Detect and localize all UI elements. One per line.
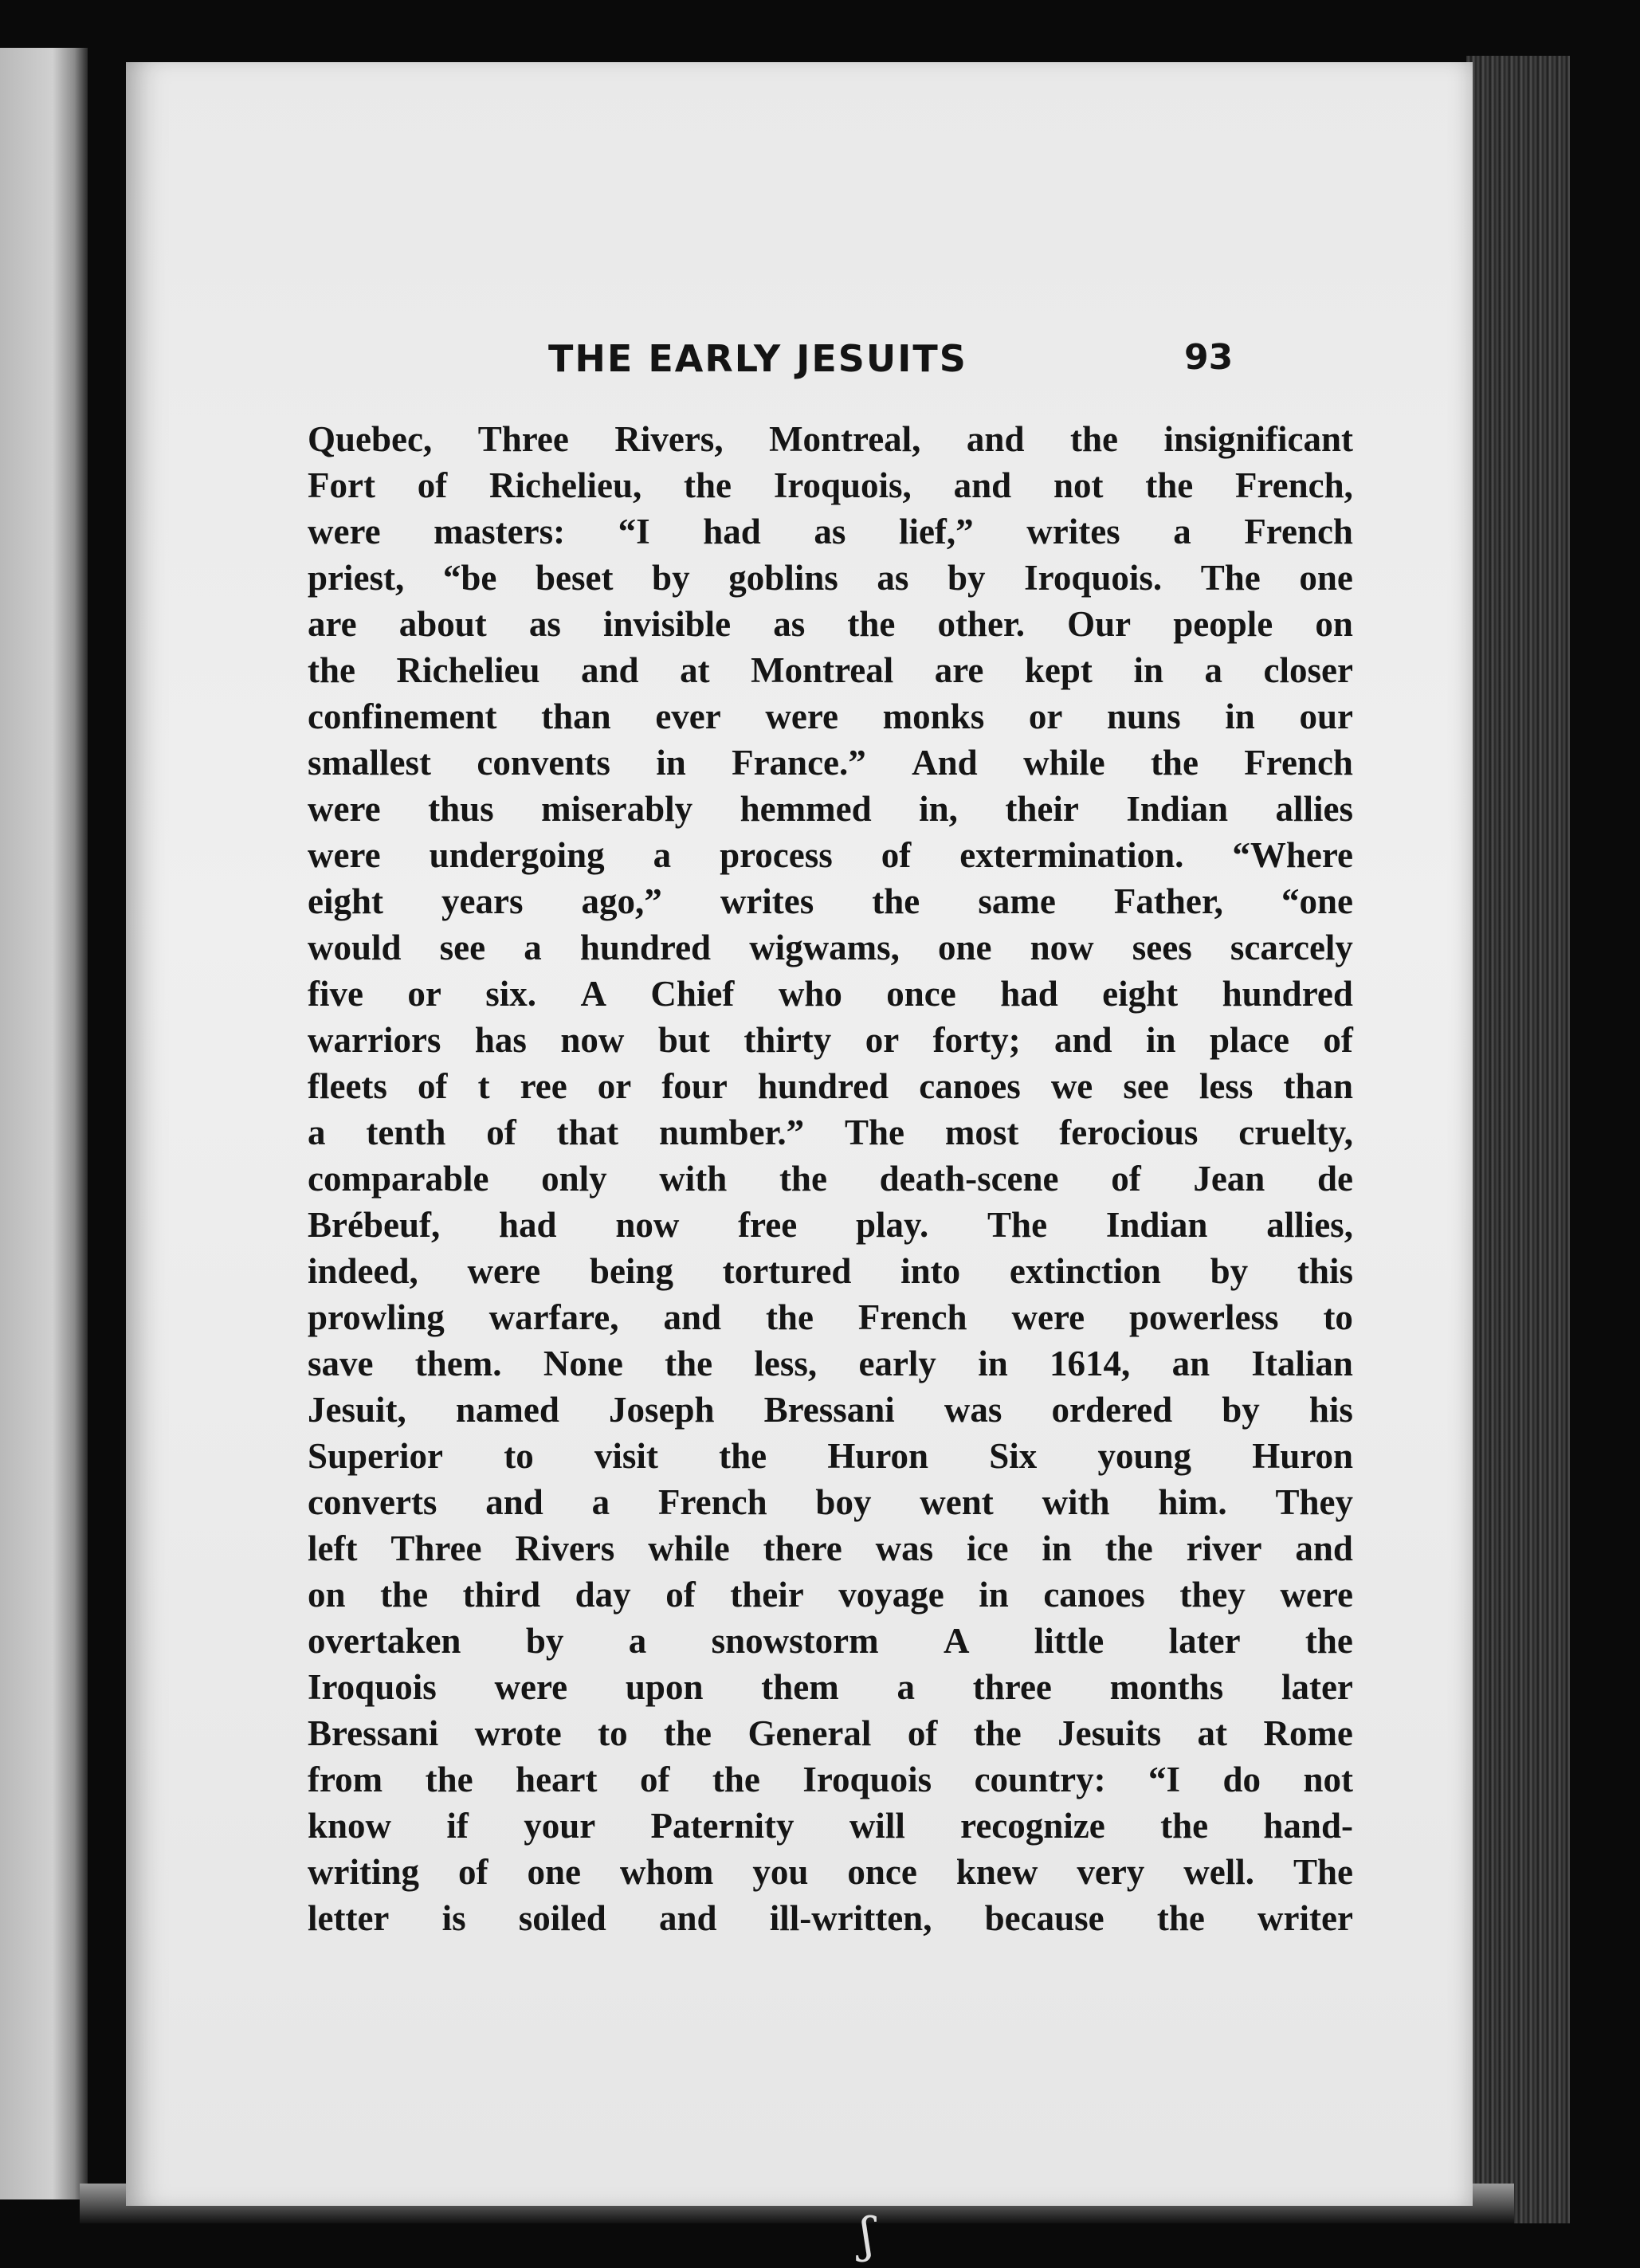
text-line: know if your Paternity will recognize the hand- (308, 1806, 1353, 1846)
text-line: converts and a French boy went with him. They (308, 1482, 1353, 1522)
text-line: comparable only with the death-scene of Jean de (308, 1159, 1353, 1199)
text-line: were thus miserably hemmed in, their Indian allies (308, 789, 1353, 829)
text-line: Quebec, Three Rivers, Montreal, and the insignificant (308, 419, 1353, 459)
text-line: letter is soiled and ill-written, because the writer (308, 1898, 1353, 1938)
text-line: were masters: “I had as lief,” writes a French (308, 512, 1353, 551)
text-line: prowling warfare, and the French were powerless to (308, 1297, 1353, 1337)
text-line: the Richelieu and at Montreal are kept in a closer (308, 650, 1353, 690)
text-line: Fort of Richelieu, the Iroquois, and not the French, (308, 465, 1353, 505)
book-fore-edge (1466, 56, 1570, 2223)
text-line: were undergoing a process of extermination. “Where (308, 835, 1353, 875)
running-title: THE EARLY JESUITS (548, 337, 967, 380)
text-line: indeed, were being tortured into extinction by this (308, 1251, 1353, 1291)
text-line: would see a hundred wigwams, one now sees scarcely (308, 928, 1353, 967)
text-line: writing of one whom you once knew very well. The (308, 1852, 1353, 1892)
text-line: warriors has now but thirty or forty; and in place of (308, 1020, 1353, 1060)
page-number: 93 (1184, 337, 1234, 378)
text-line: eight years ago,” writes the same Father, “one (308, 881, 1353, 921)
text-line: five or six. A Chief who once had eight hundred (308, 974, 1353, 1014)
text-line: from the heart of the Iroquois country: “I do not (308, 1760, 1353, 1799)
text-line: are about as invisible as the other. Our people on (308, 604, 1353, 644)
text-line: priest, “be beset by goblins as by Iroquois. The one (308, 558, 1353, 598)
book-page (126, 62, 1473, 2206)
text-line: Iroquois were upon them a three months later (308, 1667, 1353, 1707)
text-line: a tenth of that number.” The most ferocious cruelty, (308, 1112, 1353, 1152)
text-line: overtaken by a snowstorm A little later the (308, 1621, 1353, 1661)
body-text (308, 416, 1353, 1941)
text-line: fleets of t ree or four hundred canoes we see less than (308, 1066, 1353, 1106)
text-line: Jesuit, named Joseph Bressani was ordered by his (308, 1390, 1353, 1430)
text-line: Superior to visit the Huron Six young Huron (308, 1436, 1353, 1476)
text-line: on the third day of their voyage in canoes they were (308, 1575, 1353, 1615)
text-line: confinement than ever were monks or nuns in our (308, 696, 1353, 736)
text-line: Brébeuf, had now free play. The Indian allies, (308, 1205, 1353, 1245)
text-line: save them. None the less, early in 1614, an Italian (308, 1344, 1353, 1383)
running-head (126, 337, 1473, 401)
bottom-mark: ʃ (861, 2207, 874, 2263)
text-line: Bressani wrote to the General of the Jesuits at Rome (308, 1713, 1353, 1753)
left-page-edge (0, 48, 88, 2199)
text-line: smallest convents in France.” And while the French (308, 743, 1353, 783)
text-line: left Three Rivers while there was ice in the river and (308, 1528, 1353, 1568)
